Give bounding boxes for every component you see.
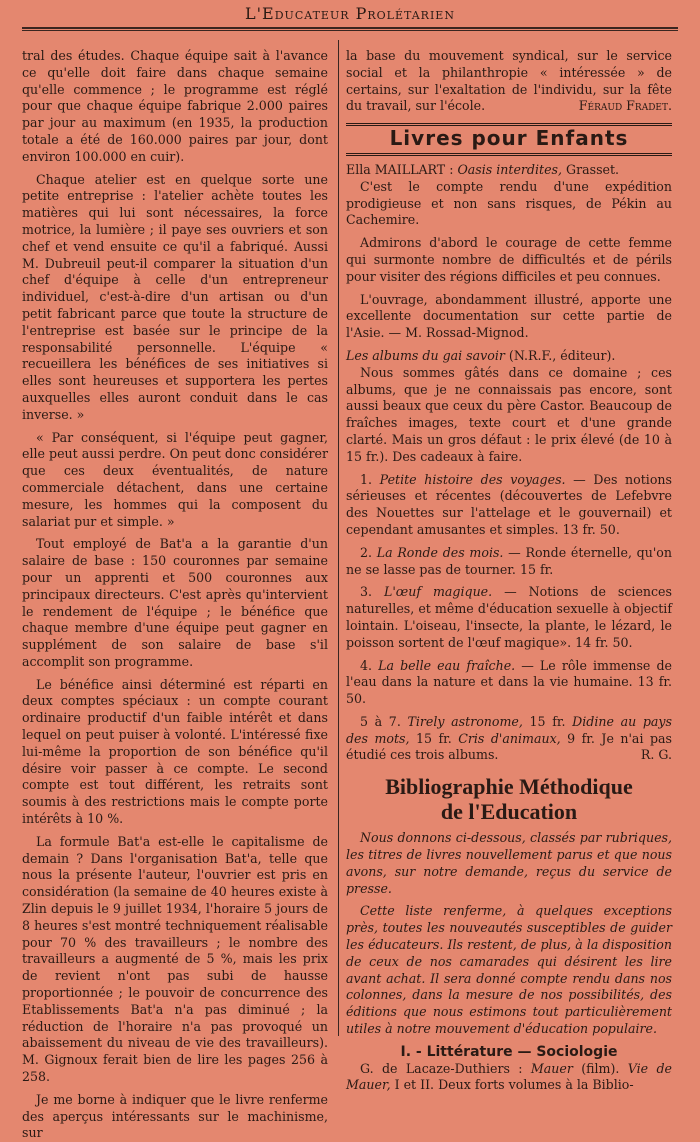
left-column [22, 48, 328, 1142]
album-item [346, 714, 672, 764]
paragraph: Le bénéfice ainsi déterminé est réparti en deux comptes spéciaux : un compte courant ordinaire productif d'un faible intérêt et dans lequel on peut puiser à volonté. L'intéressé fixe lui-même la proportion de son bénéfice qu'il désire voir passer à ce compte. Le second compte est tout différent, les retraits sont soumis à des restrictions mais le compte porte intérêts à 10 %. [22, 676, 328, 827]
bibliography-title [346, 774, 672, 824]
section-header-box [346, 123, 672, 156]
album-title: Cris d'animaux, [458, 730, 561, 746]
paragraph: tral des études. Chaque équipe sait à l'avance ce qu'elle doit faire dans chaque semaine qu'elle commence ; le programme est réglé pour que chaque équipe fabrique 2.000 paires par jour au maximum (en 1935, la production totale a été de 160.000 paires par jour, dont environ 100.000 en cuir). [22, 48, 328, 164]
subsection-title: I. - Littérature — Sociologie [400, 1043, 618, 1060]
album-item [346, 658, 672, 708]
album-title: Didine au pays des mots, [346, 713, 672, 746]
albums-title: Les albums du gai savoir [346, 347, 505, 363]
review-paragraph: L'ouvrage, abondamment illustré, apporte une excellente documentation sur cette partie de l'Asie. — M. Rossad-Mignod. [346, 291, 672, 341]
album-item [346, 584, 672, 651]
section-title: Livres pour Enfants [389, 126, 629, 151]
album-text: 9 fr. Je n'ai pas étudié ces trois albums. [346, 730, 672, 763]
album-text: — Ronde éternelle, qu'on ne se lasse pas de tourner. 15 fr. [346, 544, 672, 577]
review-paragraph: C'est le compte rendu d'une expédition prodigieuse et non sans risques, de Pékin au Cachemire. [346, 178, 672, 228]
album-number: 3. [360, 584, 384, 600]
album-text: 15 fr. [522, 713, 573, 729]
review-signature: R. G. [640, 747, 672, 763]
paragraph: Chaque atelier est en quelque sorte une petite entreprise : l'atelier achète toutes les matières qui lui sont nécessaires, la force motrice, la lumière ; il paye ses ouvriers et son chef et vend ensuite ce qu'il a fabriqué. Aussi M. Dubreuil peut-il comparer la situation d'un chef d'équipe à celle d'un entrepreneur individuel, c'est-à-dire d'un artisan ou d'un petit fabricant parce que toute la structure de l'entreprise est basée sur le principe de la responsabilité personnelle. L'équipe « recueillera les bénéfices de ses initiatives si elles sont heureuses et supportera les pertes auxquelles elles auront conduit dans le cas inverse. » [22, 171, 328, 422]
album-text: 15 fr. [409, 730, 459, 746]
album-text: — Des notions sérieuses et récentes (découvertes de Lefebvre des Nouettes sur l'attelage et le gouvernail) et cependant amusantes et simples. 13 fr. 50. [346, 471, 672, 537]
continuation-signature: Féraud Fradet. [578, 98, 672, 114]
entry-title: Vie de Mauer, [346, 1060, 672, 1093]
running-title: L'Educateur Prolétarien [245, 4, 455, 23]
header-rule-thin [22, 30, 678, 31]
entry-text: (film). [572, 1060, 628, 1076]
albums-heading [346, 348, 672, 365]
header-rule [22, 27, 678, 29]
continuation-text: la base du mouvement syndical, sur le service social et la philanthropie « intéressée » de certains, sur l'exaltation de l'individu, sur la fête du travail, sur l'école. [346, 48, 672, 114]
album-title: La belle eau fraîche. [378, 657, 516, 673]
paragraph: « Par conséquent, si l'équipe peut gagner, elle peut aussi perdre. On peut donc considérer que ces deux éventualités, de nature commerciale détachent, dans une certaine mesure, les hommes qui la composent du salariat pur et simple. » [22, 429, 328, 529]
album-number: 5 à 7. [360, 713, 408, 729]
album-title: Petite histoire des voyages. [379, 471, 566, 487]
entry-author: G. de Lacaze-Duthiers : [360, 1060, 531, 1076]
column-divider [338, 40, 339, 1036]
paragraph: Je me borne à indiquer que le livre renferme des aperçus intéressants sur le machinisme, sur [22, 1091, 328, 1141]
book-heading [346, 162, 672, 179]
bibliography-intro: Nous donnons ci-dessous, classés par rubriques, les titres de livres nouvellement parus et que nous avons, sur notre demande, reçus du service de presse. [346, 830, 672, 896]
review-paragraph: Nous sommes gâtés dans ce domaine ; ces albums, que je ne connaissais pas encore, sont aussi beaux que ceux du père Castor. Beaucoup de fraîches images, texte court et d'une grande clarté. Mais un gros défaut : le prix élevé (de 10 à 15 fr.). Des cadeaux à faire. [346, 364, 672, 464]
albums-publisher: (N.R.F., éditeur). [504, 347, 616, 363]
book-author: Ella MAILLART : [346, 161, 458, 177]
album-title: Tirely astronome, [407, 713, 523, 729]
paragraph: La formule Bat'a est-elle le capitalisme de demain ? Dans l'organisation Bat'a, telle que nous la présente l'auteur, l'ouvrier est pris en considération (la semaine de 40 heures existe à Zlin depuis le 9 juillet 1934, l'horaire 5 jours de 8 heures s'est montré techniquement réalisable pour 70 % des travailleurs ; le nombre des travailleurs a augmenté de 5 %, mais les prix de revient n'ont pas subi de hausse proportionnée ; le pouvoir de concurrence des Etablissements Bat'a n'a pas diminué ; la réduction de l'horaire n'a pas provoqué un abaissement du niveau de vie des travailleurs). M. Gignoux ferait bien de lire les pages 256 à 258. [22, 833, 328, 1085]
paragraph: Tout employé de Bat'a a la garantie d'un salaire de base : 150 couronnes par semaine pour un apprenti et 500 couronnes aux principaux directeurs. C'est après qu'intervient le rendement de l'équipe ; le bénéfice que chaque membre d'une équipe peut gagner en supplément de son salaire de base s'il accomplit son programme. [22, 536, 328, 669]
bibliography-entry [346, 1061, 672, 1095]
album-item [346, 545, 672, 579]
bibliography-intro: Cette liste renferme, à quelques exceptions près, toutes les nouveautés susceptibles de guider les éducateurs. Ils restent, de plus, à la disposition de ceux de nos camarades qui désirent les lire avant achat. Il sera donné compte rendu dans nos colonnes, dans la mesure de nos possibilités, des éditions que nous estimons tout particulièrement utiles à notre mouvement d'éducation populaire. [346, 903, 672, 1037]
bibliography-title-line: Bibliographie Méthodique [385, 774, 633, 800]
album-text: — Notions de sciences naturelles, et même d'éducation sexuelle à objectif lointain. L'oiseau, l'insecte, la plante, le lézard, le poisson sortent de l'œuf magique». 14 fr. 50. [346, 584, 672, 650]
review-paragraph: Admirons d'abord le courage de cette femme qui surmonte nombre de difficultés et de périls pour visiter des régions difficiles et peu connues. [346, 235, 672, 284]
album-number: 2. [360, 544, 377, 560]
bibliography-title-line: de l'Education [440, 799, 578, 825]
album-number: 4. [360, 657, 379, 673]
album-text: — Le rôle immense de l'eau dans la nature et dans la vie humaine. 13 fr. 50. [346, 657, 672, 707]
continuation-paragraph [346, 48, 672, 115]
album-number: 1. [360, 471, 380, 487]
book-title: Oasis interdites, [457, 161, 563, 177]
album-item [346, 472, 672, 539]
entry-text: I et II. Deux forts volumes à la Biblio- [390, 1077, 634, 1093]
entry-title: Mauer [530, 1060, 573, 1076]
album-title: La Ronde des mois. [376, 544, 504, 560]
book-publisher: Grasset. [562, 161, 620, 177]
right-column [346, 48, 672, 1094]
album-title: L'œuf magique. [383, 584, 493, 600]
